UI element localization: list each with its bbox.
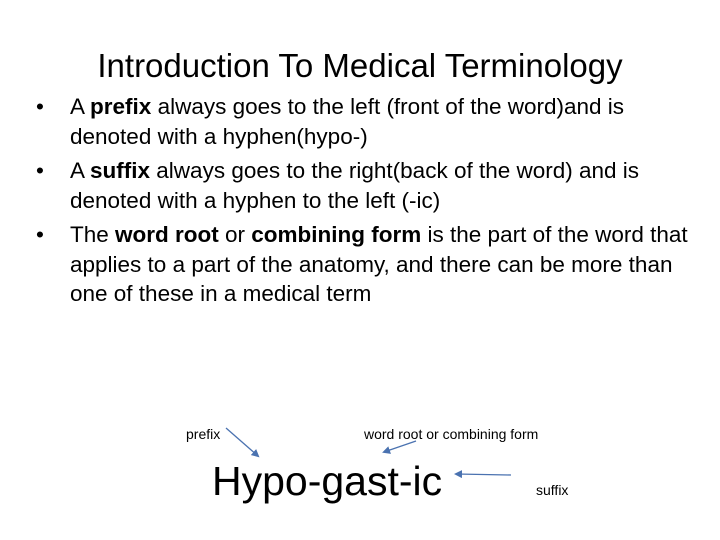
bullet-text-bold: word root bbox=[115, 222, 219, 247]
suffix-arrow bbox=[456, 474, 511, 475]
prefix-arrow bbox=[226, 428, 258, 456]
bullet-text-run: is the part of the word that applies to a part of the anatomy, and there can be more than one of these in a medical term bbox=[70, 222, 688, 306]
bullet-text-run: The bbox=[70, 222, 116, 247]
bullet-text-bold: combining form bbox=[251, 222, 422, 247]
bullet-text-run: A bbox=[70, 158, 91, 183]
word-root-arrow bbox=[384, 441, 416, 452]
bullet-text-run: or bbox=[218, 222, 252, 247]
slide-title: Introduction To Medical Terminology bbox=[97, 47, 623, 84]
prefix-label: prefix bbox=[186, 426, 221, 442]
bullet-text-bold: suffix bbox=[90, 158, 151, 183]
bullet-text-run: always goes to the right(back of the word) and is denoted with a hyphen to the left (-ic) bbox=[70, 158, 640, 213]
bullet-text-run: always goes to the left (front of the word)and is denoted with a hyphen(hypo-) bbox=[70, 94, 625, 149]
suffix-label: suffix bbox=[536, 482, 569, 498]
bullet-text-bold: prefix bbox=[90, 94, 152, 119]
bullet-marker: • bbox=[36, 222, 44, 247]
medical-term: Hypo-gast-ic bbox=[212, 458, 443, 504]
word-root-label: word root or combining form bbox=[364, 426, 539, 442]
bullet-marker: • bbox=[36, 158, 44, 183]
bullet-marker: • bbox=[36, 94, 44, 119]
bullet-text-run: A bbox=[70, 94, 91, 119]
